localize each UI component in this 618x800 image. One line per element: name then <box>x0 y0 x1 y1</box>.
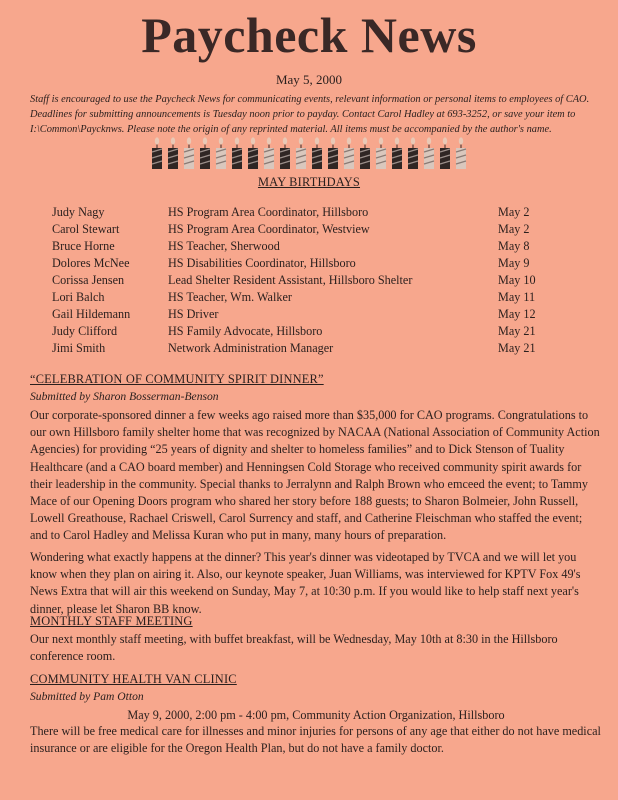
birthday-row <box>52 221 572 238</box>
candle-flame <box>283 137 287 144</box>
birthdays-heading: MAY BIRTHDAYS <box>257 175 361 189</box>
candle-flame <box>235 137 239 144</box>
candle-flame <box>187 137 191 144</box>
birthday-date: May 2 <box>498 222 530 236</box>
candle-flame <box>411 137 415 144</box>
birthdays-table <box>52 204 572 357</box>
birthday-date: May 21 <box>498 324 536 338</box>
birthday-candles-icon <box>148 136 468 170</box>
birthday-date: May 2 <box>498 205 530 219</box>
candle-flame <box>203 137 207 144</box>
candle-flame <box>219 137 223 144</box>
meeting-paragraph: Our next monthly staff meeting, with buffet breakfast, will be Wednesday, May 10th at 8:30 in the Hillsboro conference room. <box>30 632 558 664</box>
birthday-row <box>52 204 572 221</box>
birthday-date: May 21 <box>498 341 536 355</box>
candle-flame <box>395 137 399 144</box>
birthday-name: Jimi Smith <box>52 341 106 355</box>
candle-flame <box>363 137 367 144</box>
candle-flame <box>443 137 447 144</box>
candle-flame <box>299 137 303 144</box>
clinic-heading: COMMUNITY HEALTH VAN CLINIC <box>30 672 237 686</box>
dinner-heading: “CELEBRATION OF COMMUNITY SPIRIT DINNER” <box>30 372 324 386</box>
birthday-row <box>52 340 572 357</box>
candle-flame <box>155 137 159 144</box>
birthday-role: Network Administration Manager <box>168 341 334 355</box>
birthday-row <box>52 255 572 272</box>
birthday-role: Lead Shelter Resident Assistant, Hillsboro Shelter <box>168 273 413 287</box>
birthday-row <box>52 272 572 289</box>
birthday-date: May 10 <box>498 273 536 287</box>
birthday-date: May 9 <box>498 256 530 270</box>
candle-flame <box>331 137 335 144</box>
candle-flame <box>251 137 255 144</box>
dinner-byline: Submitted by Sharon Bosserman-Benson <box>30 390 219 403</box>
candle-flame <box>171 137 175 144</box>
birthday-date: May 12 <box>498 307 536 321</box>
candle-flame <box>315 137 319 144</box>
candle-flame <box>379 137 383 144</box>
dinner-paragraph-2: Wondering what exactly happens at the dinner? This year's dinner was videotaped by TVCA and we will let you know when they plan on airing it. Also, our keynote speaker, Juan Williams, was interviewed for KPTV Fox 49's News Extra that will air this weekend on Sunday, May 7, at 10:30 p.m. If you would like to help staff next year's dinner, please let Sharon BB know. <box>30 550 581 616</box>
birthday-name: Dolores McNee <box>52 256 130 270</box>
dinner-paragraph-1: Our corporate-sponsored dinner a few weeks ago raised more than $35,000 for CAO programs. Congratulations to our own Hillsboro family shelter home that was recognized by NACAA (National Association of Community Action Agencies) for providing “25 years of dignity and shelter to homeless families” and to Dick Stenson of Tuality Healthcare (and a CAO board member) and Henningsen Cold Storage who received community spirit awards for their leadership in the community. Special thanks to Jerralynn and Ralph Brown who emceed the event; to Tammy Mace of our Opening Doors program who shared her story before 188 guests; to Sharon Bolmeier, John Russell, Lowell Greathouse, Rachael Criswell, Carol Surrency and staff, and Catherine Fleischman who staffed the event; and to Carol Hadley and Melissa Kuran who put in many, many hours of preparation. <box>30 408 600 543</box>
clinic-when: May 9, 2000, 2:00 pm - 4:00 pm, Community Action Organization, Hillsboro <box>127 708 505 722</box>
birthday-role: HS Teacher, Sherwood <box>168 239 280 253</box>
birthday-row <box>52 238 572 255</box>
candle-flame <box>267 137 271 144</box>
birthday-date: May 8 <box>498 239 530 253</box>
birthday-name: Carol Stewart <box>52 222 120 236</box>
masthead-title: Paycheck News <box>141 7 477 63</box>
birthday-row <box>52 289 572 306</box>
birthday-row <box>52 306 572 323</box>
birthday-name: Bruce Horne <box>52 239 115 253</box>
candle-flame <box>459 137 463 144</box>
birthday-row <box>52 323 572 340</box>
birthday-role: HS Program Area Coordinator, Hillsboro <box>168 205 369 219</box>
birthday-role: HS Teacher, Wm. Walker <box>168 290 292 304</box>
birthday-name: Judy Clifford <box>52 324 118 338</box>
birthday-name: Judy Nagy <box>52 205 105 219</box>
birthday-role: HS Program Area Coordinator, Westview <box>168 222 370 236</box>
candle-flame <box>427 137 431 144</box>
issue-date: May 5, 2000 <box>275 72 343 87</box>
birthday-name: Gail Hildemann <box>52 307 131 321</box>
clinic-byline: Submitted by Pam Otton <box>30 690 144 703</box>
meeting-heading: MONTHLY STAFF MEETING <box>30 614 193 628</box>
birthday-name: Corissa Jensen <box>52 273 125 287</box>
candle-flame <box>347 137 351 144</box>
birthday-role: HS Disabilities Coordinator, Hillsboro <box>168 256 356 270</box>
intro-notice: Staff is encouraged to use the Paycheck News for communicating events, relevant information or personal items to employees of CAO. Deadlines for submitting announcements is Tuesday noon prior to payday. Contact Carol Hadley at 693-3252, or save your item to I:\Common\Paycknws. Please note the origin of any reprinted material. All items must be accompanied by the author's name. <box>30 94 590 135</box>
birthday-role: HS Driver <box>168 307 219 321</box>
birthday-date: May 11 <box>498 290 536 304</box>
birthday-role: HS Family Advocate, Hillsboro <box>168 324 323 338</box>
birthday-name: Lori Balch <box>52 290 105 304</box>
clinic-paragraph: There will be free medical care for illnesses and minor injuries for persons of any age that either do not have medical insurance or are eligible for the Oregon Health Plan, but do not have a family doctor. <box>30 724 601 756</box>
